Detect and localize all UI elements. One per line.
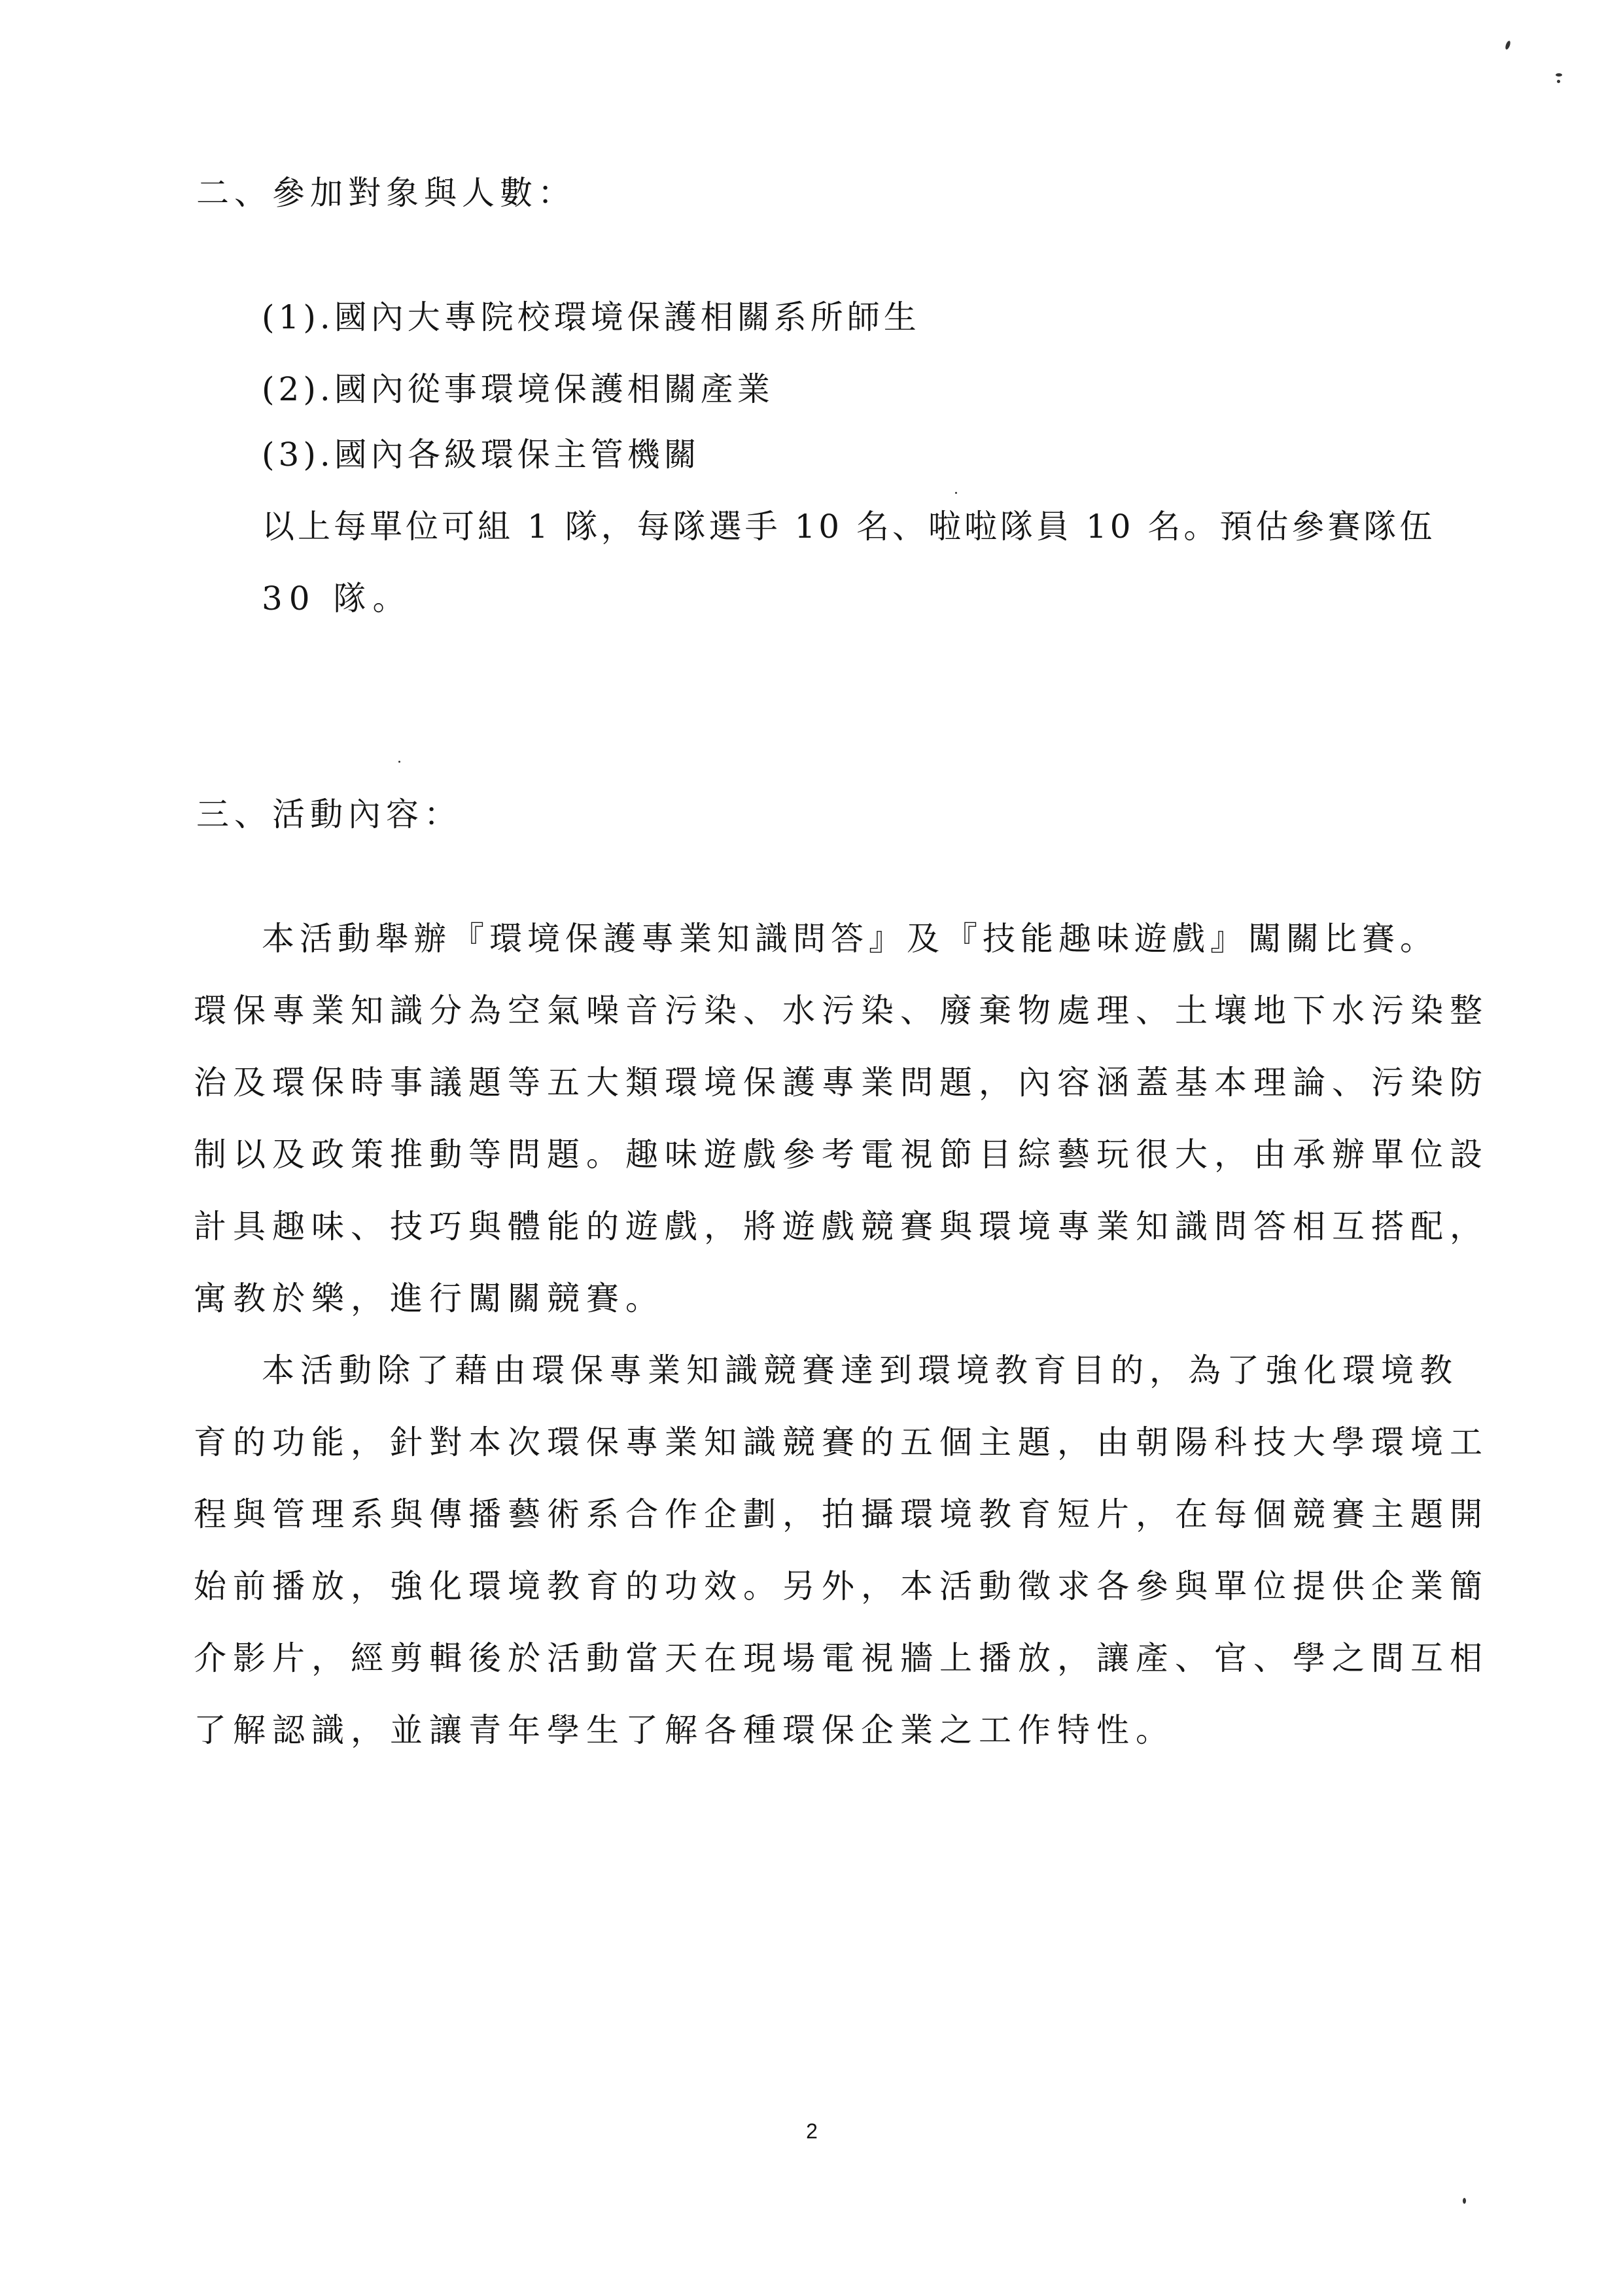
paragraph-line: 了解認識，並讓青年學生了解各種環保企業之工作特性。	[194, 1711, 1175, 1749]
paragraph-line: 環保專業知識分為空氣噪音污染、水污染、廢棄物處理、土壤地下水污染整	[194, 992, 1489, 1030]
scan-speck	[398, 761, 400, 763]
paragraph-line: 本活動除了藉由環保專業知識競賽達到環境教育目的，為了強化環境教	[262, 1351, 1458, 1389]
paragraph-line: 介影片，經剪輯後於活動當天在現場電視牆上播放，讓產、官、學之間互相	[194, 1639, 1489, 1677]
scan-speck	[1556, 73, 1562, 77]
scan-speck	[1557, 80, 1560, 83]
scan-speck	[955, 492, 957, 494]
section2-heading: 二、參加對象與人數：	[196, 174, 576, 212]
page-number: 2	[806, 2119, 818, 2143]
paragraph-line: 程與管理系與傳播藝術系合作企劃，拍攝環境教育短片，在每個競賽主題開	[194, 1495, 1489, 1533]
paragraph-line: 治及環保時事議題等五大類環境保護專業問題，內容涵蓋基本理論、污染防	[194, 1064, 1489, 1102]
team-note-line: 30 隊。	[262, 580, 412, 617]
paragraph-line: 制以及政策推動等問題。趣味遊戲參考電視節目綜藝玩很大，由承辦單位設	[194, 1136, 1489, 1174]
scan-speck	[1463, 2198, 1466, 2204]
section3-heading: 三、活動內容：	[196, 795, 462, 833]
paragraph-line: 本活動舉辦『環境保護專業知識問答』及『技能趣味遊戲』闖關比賽。	[262, 920, 1438, 958]
scan-speck	[1505, 40, 1511, 50]
participant-item-2: (2).國內從事環境保護相關產業	[262, 370, 774, 408]
paragraph-line: 寓教於樂，進行闖關競賽。	[194, 1279, 665, 1317]
paragraph-line: 計具趣味、技巧與體能的遊戲，將遊戲競賽與環境專業知識問答相互搭配，	[194, 1208, 1489, 1245]
paragraph-line: 育的功能，針對本次環保專業知識競賽的五個主題，由朝陽科技大學環境工	[194, 1423, 1489, 1461]
participant-item-3: (3).國內各級環保主管機關	[262, 436, 701, 474]
team-note-line: 以上每單位可組 1 隊，每隊選手 10 名、啦啦隊員 10 名。預估參賽隊伍	[262, 508, 1436, 546]
paragraph-line: 始前播放，強化環境教育的功效。另外，本活動徵求各參與單位提供企業簡	[194, 1567, 1489, 1605]
participant-item-1: (1).國內大專院校環境保護相關系所師生	[262, 298, 920, 336]
